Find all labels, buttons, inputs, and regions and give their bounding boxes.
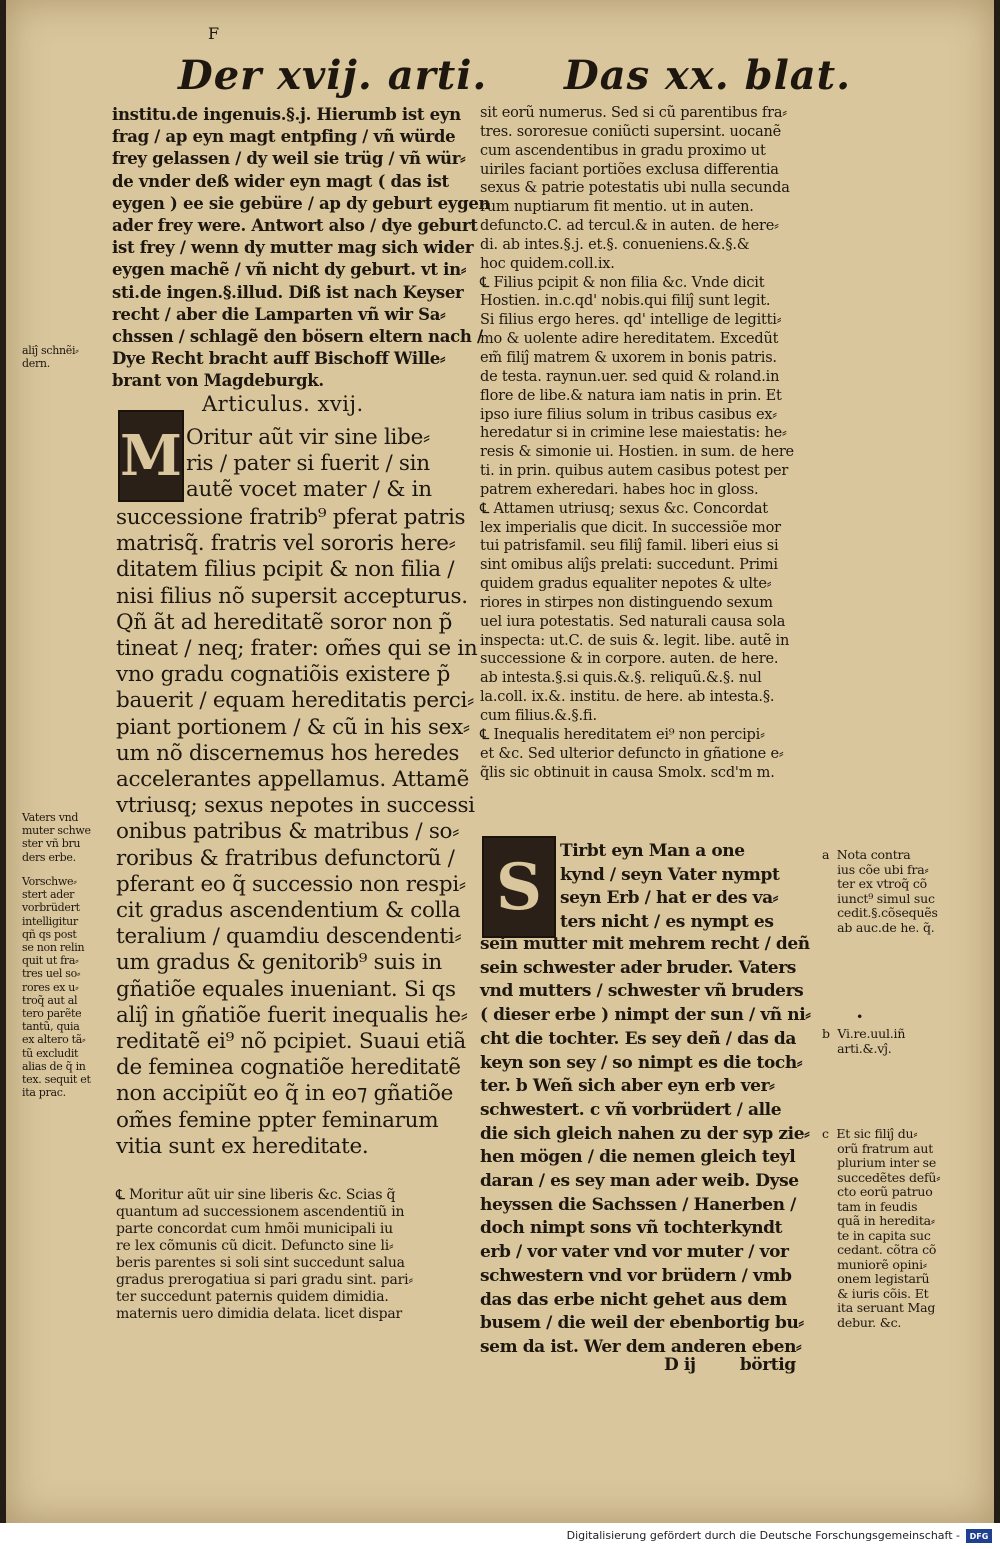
- dfg-logo-text: DFG: [969, 1531, 989, 1541]
- corner-mark: F: [208, 24, 220, 43]
- catchword: D ij börtig: [664, 1355, 796, 1375]
- latin-article-text: successione fratrib⁹ pferat patris matrisq̃. fratris vel sororis here⸗ ditatem filius pcipit & non filia / nisi filius nõ supersit accepturus. Qñ ãt ad hereditatẽ soror non p̃ tineat / neq; frater: om̃es qui se in vno gradu cognatiõis existere p̃ bauerit / equam hereditatis perci⸗ piant portionem / & cũ in his sex⸗ um nõ discernemus hos heredes accelerantes appellamus. Attamẽ vtriusq; sexus nepotes in successi onibus patribus & matribus / so⸗ roribus & fratribus defunctorũ / pferant eo q̃ successio non respi⸗ cit gradus ascendentium & colla teralium / quamdiu descendenti⸗ um gradus & genitorib⁹ suis in gñatiõe equales inueniant. Si qs aliĵ in gñatiõe fuerit inequalis he⸗ reditatẽ ei⁹ nõ pcipiet. Suaui etiã de feminea cognatiõe hereditatẽ non accipiũt eo q̃ in eo⁊ gñatiõe om̃es femine ppter feminarum vitia sunt ex hereditate.: [116, 505, 478, 1159]
- right-margin-note-b: b Vi.re.uul.iñ arti.&.vĵ.: [822, 1026, 906, 1056]
- right-margin-note-a: a Nota contra ius cõe ubi fra⸗ ter ex vtroq̃ cõ iunct⁹ simul suc cedit.§.cõsequẽs ab auc.de he. q̃.: [822, 847, 938, 935]
- latin-text-beside-initial: Oritur aũt vir sine libe⸗ ris / pater si fuerit / sin autẽ vocet mater / & in: [186, 425, 432, 503]
- left-margin-note-3: Vorschwe⸗ stert ader vorbrüdert intelligitur qñ qs post se non relin quit ut fra⸗ tres uel so⸗ rores ex u⸗ troq̃ aut al tero parẽte tantũ, quia ex altero tã⸗ tũ excludit alias de q̃ in tex. sequit et ita prac.: [22, 875, 91, 1100]
- book-page: [6, 0, 994, 1523]
- german-article-text: sein mutter mit mehrem recht / deñ sein schwester ader bruder. Vaters vnd mutters / schwester vñ bruders ( dieser erbe ) nimpt der sun / vñ ni⸗ cht die tochter. Es sey deñ / das da keyn son sey / so nimpt es die toch⸗ ter. b Weñ sich aber eyn erb ver⸗ schwestert. c vñ vorbrüdert / alle die sich gleich nahen zu der syp zie⸗ hen mögen / die nemen gleich teyl daran / es sey man ader weib. Dyse heyssen die Sachssen / Hanerben / doch nimpt sons vñ tochterkyndt erb / vor vater vnd vor muter / vor schwestern vnd vor brüdern / vmb das das erbe nicht gehet aus dem busem / die weil der ebenbortig bu⸗ sem da ist. Wer dem anderen eben⸗: [480, 934, 811, 1357]
- initial-letter-s: S: [495, 849, 543, 925]
- dfg-logo: [966, 1529, 992, 1543]
- initial-letter-m: M: [120, 423, 182, 489]
- german-text-beside-initial: Tirbt eyn Man a one kynd / seyn Vater nympt seyn Erb / hat er des va⸗ ters nicht / es nympt es: [560, 841, 780, 933]
- left-german-text: institu.de ingenuis.§.j. Hierumb ist eyn frag / ap eyn magt entpfing / vñ würde frey gelassen / dy weil sie trüg / vñ wür⸗ de vnder deß wider eyn magt ( das ist eygen ) ee sie gebüre / ap dy geburt eygen ader frey were. Antwort also / dye geburt ist frey / wenn dy mutter mag sich wider eygen machẽ / vñ nicht dy geburt. vt in⸗ sti.de ingen.§.illud. Diß ist nach Keyser recht / aber die Lamparten vñ wir Sa⸗ chssen / schlagẽ den bösern eltern nach / Dye Recht bracht auff Bischoff Wille⸗ brant von Magdeburgk.: [112, 105, 491, 391]
- latin-gloss-left: ℄ Moritur aũt uir sine liberis &c. Scias q̃ quantum ad successionem ascendentiũ in parte concordat cum hmõi municipali iu re lex cõmunis cũ dicit. Defuncto sine li⸗ beris parentes si soli sint succedunt salua gradus prerogatiua si pari gradu sint. pari⸗ ter succedunt paternis quidem dimidia. maternis uero dimidia delata. licet dispar: [116, 1187, 413, 1322]
- right-margin-dot: •: [856, 1009, 864, 1024]
- running-header-left: Der xvij. arti.: [178, 52, 488, 99]
- article-title: Articulus. xvij.: [202, 392, 364, 416]
- latin-gloss-right: sit eorũ numerus. Sed si cũ parentibus fra⸗ tres. sororesue coniũcti supersint. uocanẽ cum ascendentibus in gradu proximo ut uiriles faciant portiões exclusa differentia sexus & patrie potestatis ubi nulla secunda rum nuptiarum fit mentio. ut in auten. defuncto.C. ad tercul.& in auten. de here⸗ di. ab intes.§.j. et.§. conueniens.&.§.& hoc quidem.coll.ix. ℄ Filius pcipit & non filia &c. Vnde dicit Hostien. in.c.qd' nobis.qui filiĵ sunt legit. Si filius ergo heres. qd' intellige de legitti⸗ mo & uolente adire hereditatem. Excedũt em̃ filiĵ matrem & uxorem in bonis patris. de testa. raynun.uer. sed quid & roland.in flore de libe.& natura iam natis in prin. Et ipso iure filius solum in tribus casibus ex⸗ heredatur si in crimine lese maiestatis: he⸗ resis & simonie ui. Hostien. in sum. de here ti. in prin. quibus autem casibus potest per patrem exheredari. habes hoc in gloss. ℄ Attamen utriusq; sexus &c. Concordat lex imperialis que dicit. In successiõe mor tui patrisfamil. seu filiĵ famil. liberi eius si sint omibus aliĵs prelati: succedunt. Primi quidem gradus equaliter nepotes & ulte⸗ riores in stirpes non distinguendo sexum uel iura potestatis. Sed naturali causa sola inspecta: ut.C. de suis &. legit. libe. autẽ in successione & in corpore. auten. de here. ab intesta.§.si quis.&.§. reliquũ.&.§. nul la.coll. ix.&. institu. de here. ab intesta.§. cum filius.&.§.fi. ℄ Inequalis hereditatem ei⁹ non percipi⸗ et &c. Sed ulterior defuncto in gñatione e⸗ q̃lis sic obtinuit in causa Smolx. scd'm m.: [480, 105, 794, 781]
- running-header-right: Das xx. blat.: [564, 52, 852, 99]
- decorated-initial-s: [482, 836, 556, 938]
- right-margin-note-c: c Et sic filiĵ du⸗ orũ fratrum aut plurium inter se succedẽtes defũ⸗ cto eorũ patruo tam in feudis quã in heredita⸗ te in capita suc cedant. cõtra cõ muniorẽ opini⸗ onem legistarũ & iuris cõis. Et ita seruant Mag debur. &c.: [822, 1126, 941, 1330]
- decorated-initial-m: [118, 410, 184, 502]
- left-margin-note-2: Vaters vnd muter schwe ster vñ bru ders erbe.: [22, 811, 91, 864]
- digitization-footer: [0, 1523, 1000, 1549]
- left-margin-note-1: aliĵ schnẽi⸗ dern.: [22, 344, 79, 371]
- footer-credit-text: Digitalisierung gefördert durch die Deutsche Forschungsgemeinschaft -: [566, 1529, 960, 1542]
